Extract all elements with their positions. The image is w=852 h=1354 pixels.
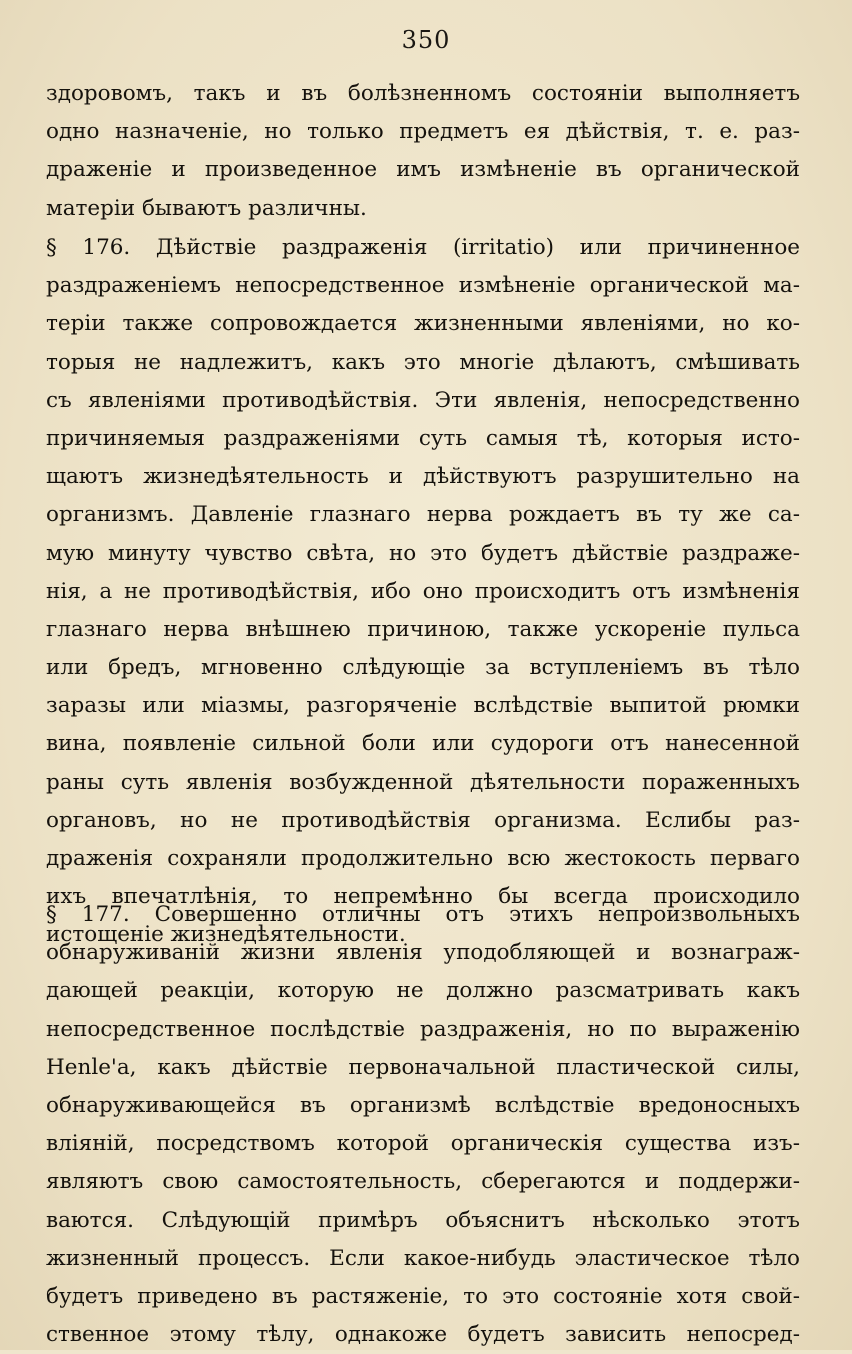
section-177-paragraph — [46, 896, 800, 1354]
text-line: органовъ, но не противодѣйствія организма. Еслибы раз- — [46, 807, 800, 833]
text-line: § 176. Дѣйствіе раздраженія (irritatio) или причиненное — [46, 235, 800, 260]
text-line: вина, появленіе сильной боли или судороги отъ нанесенной — [46, 731, 800, 757]
text-line: или бредъ, мгновенно слѣдующіе за вступленіемъ въ тѣло — [46, 655, 800, 681]
text-line: заразы или міазмы, разгоряченіе вслѣдствіе выпитой рюмки — [46, 693, 800, 719]
text-line: раздраженіемъ непосредственное измѣненіе органической ма- — [46, 273, 800, 299]
text-line: организмъ. Давленіе глазнаго нерва рождаетъ въ ту же са- — [46, 502, 800, 528]
text-line: обнаруживающейся въ организмѣ вслѣдствіе вредоносныхъ — [46, 1092, 800, 1118]
text-line: здоровомъ, такъ и въ болѣзненномъ состояніи выполняетъ — [46, 81, 800, 106]
text-line: торыя не надлежитъ, какъ это многіе дѣлаютъ, смѣшивать — [46, 349, 800, 375]
text-line: ственное этому тѣлу, однакоже будетъ зависить непосред- — [46, 1322, 800, 1348]
text-line: непосредственное послѣдствіе раздраженія, но по выраженію — [46, 1016, 800, 1042]
text-line: съ явленіями противодѣйствія. Эти явленія, непосредственно — [46, 387, 800, 413]
text-line: глазнаго нерва внѣшнею причиною, также ускореніе пульса — [46, 616, 800, 642]
paragraph-continuation — [46, 75, 800, 228]
text-line: будетъ приведено въ растяженіе, то это состояніе хотя свой- — [46, 1283, 800, 1309]
text-line: матеріи бываютъ различны. — [46, 195, 367, 221]
text-line: обнаруживаній жизни явленія уподобляющей и вознаграж- — [46, 940, 800, 966]
text-line: драженіе и произведенное имъ измѣненіе въ органической — [46, 157, 800, 183]
text-line: одно назначеніе, но только предметъ ея дѣйствія, т. е. раз- — [46, 119, 800, 145]
section-176-paragraph — [46, 229, 800, 955]
text-line: Henle'a, какъ дѣйствіе первоначальной пластической силы, — [46, 1054, 800, 1080]
text-line: являютъ свою самостоятельность, сберегаются и поддержи- — [46, 1169, 800, 1195]
page-number: 350 — [401, 26, 451, 54]
text-line: вліяній, посредствомъ которой органическія существа изъ- — [46, 1131, 800, 1157]
text-line: нія, а не противодѣйствія, ибо оно происходитъ отъ измѣненія — [46, 578, 800, 604]
text-line: мую минуту чувство свѣта, но это будетъ дѣйствіе раздраже- — [46, 540, 800, 566]
text-line: причиняемыя раздраженіями суть самыя тѣ, которыя исто- — [46, 425, 800, 451]
text-line: щаютъ жизнедѣятельность и дѣйствуютъ разрушительно на — [46, 464, 800, 490]
text-line: жизненный процессъ. Если какое-нибудь эластическое тѣло — [46, 1245, 800, 1271]
text-line: ихъ впечатлѣнія, то непремѣнно бы всегда происходило — [46, 884, 800, 910]
text-line: драженія сохраняли продолжительно всю жестокость перваго — [46, 846, 800, 871]
text-line: ваются. Слѣдующій примѣръ объяснитъ нѣсколько этотъ — [46, 1207, 800, 1233]
text-line: раны суть явленія возбужденной дѣятельности пораженныхъ — [46, 769, 800, 795]
text-line: теріи также сопровождается жизненными явленіями, но ко- — [46, 311, 800, 337]
text-line: истощеніе жизнедѣятельности. — [46, 922, 406, 948]
text-line: дающей реакціи, которую не должно разсматривать какъ — [46, 978, 800, 1004]
text-line: § 177. Совершенно отличны отъ этихъ непроизвольныхъ — [46, 902, 800, 927]
